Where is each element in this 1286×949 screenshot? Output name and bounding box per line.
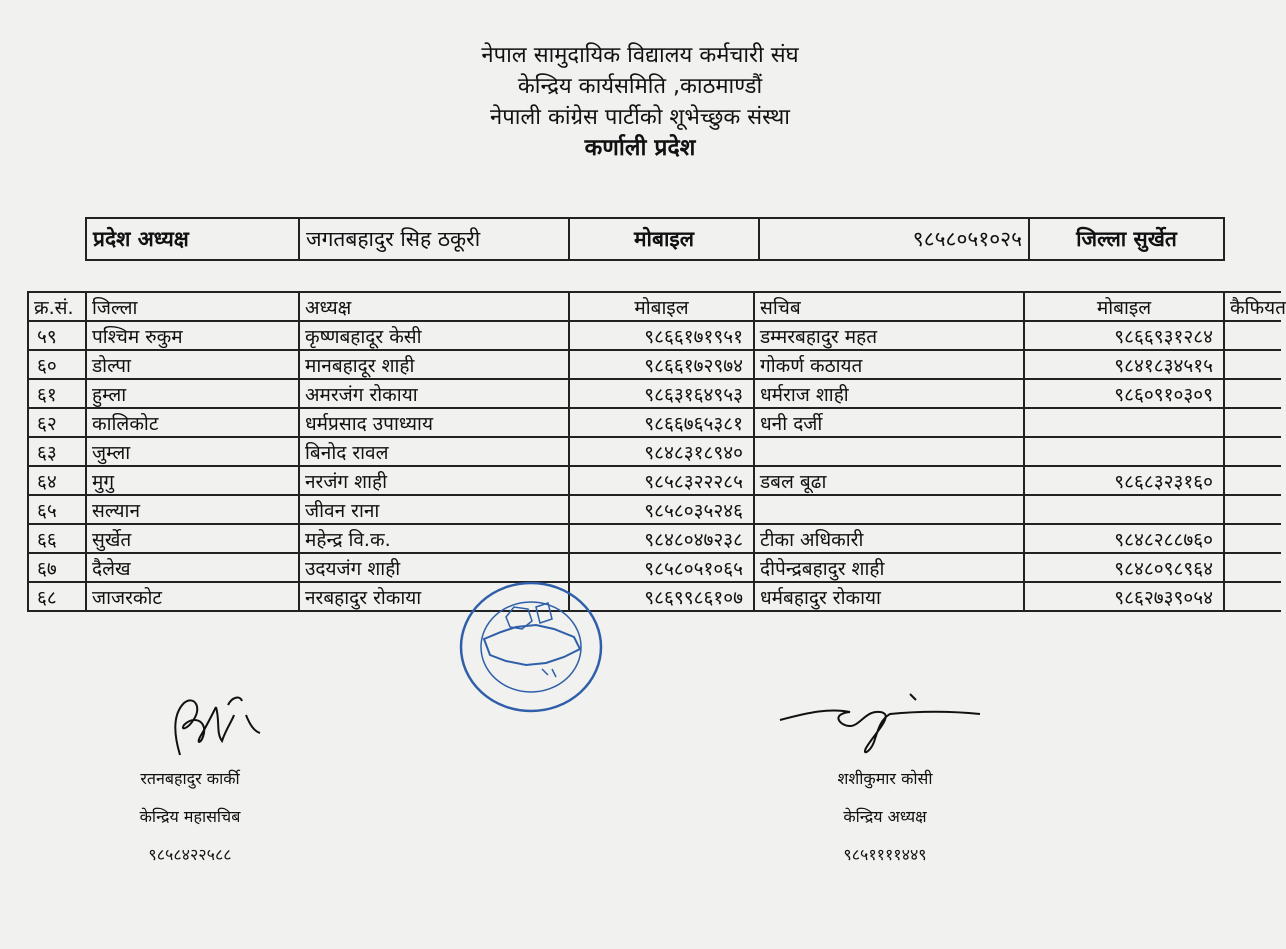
- row-remarks: [1224, 437, 1281, 466]
- row-president: धर्मप्रसाद उपाध्याय: [299, 408, 569, 437]
- row-president-mobile: ९८४८०४७२३८: [569, 524, 754, 553]
- row-district: सल्यान: [86, 495, 299, 524]
- table-row: [28, 408, 1281, 437]
- row-president: महेन्द्र वि.क.: [299, 524, 569, 553]
- president-signature: [770, 690, 990, 770]
- row-secretary: गोकर्ण कठायत: [754, 350, 1024, 379]
- row-secretary-mobile: ९८६०९१०३०९: [1024, 379, 1224, 408]
- table-row: [28, 437, 1281, 466]
- president-name: जगतबहादुर सिह ठकूरी: [300, 219, 570, 259]
- row-secretary: [754, 437, 1024, 466]
- col-header-mobile: मोबाइल: [569, 292, 754, 321]
- row-president-mobile: ९८६६७६५३८१: [569, 408, 754, 437]
- row-secretary-mobile: [1024, 437, 1224, 466]
- central-president-block: [790, 760, 980, 874]
- table-row: [28, 524, 1281, 553]
- row-district: सुर्खेत: [86, 524, 299, 553]
- president-mobile: ९८५८०५१०२५: [760, 219, 1030, 259]
- row-remarks: [1224, 524, 1281, 553]
- row-president-mobile: ९८६३१६४९५३: [569, 379, 754, 408]
- row-secretary-mobile: [1024, 408, 1224, 437]
- row-serial: ६५: [28, 495, 86, 524]
- president-district: जिल्ला सुर्खेत: [1076, 227, 1177, 251]
- row-district: जुम्ला: [86, 437, 299, 466]
- row-president-mobile: ९८६९९८६१०७: [569, 582, 754, 611]
- row-secretary: डबल बूढा: [754, 466, 1024, 495]
- row-secretary: धर्मराज शाही: [754, 379, 1024, 408]
- table-body: [28, 321, 1281, 611]
- row-serial: ६७: [28, 553, 86, 582]
- row-remarks: [1224, 350, 1281, 379]
- row-president: नरजंग शाही: [299, 466, 569, 495]
- table-row: [28, 582, 1281, 611]
- row-secretary: डम्मरबहादुर महत: [754, 321, 1024, 350]
- committee-name: केन्द्रिय कार्यसमिति ,काठमाण्डौं: [517, 74, 763, 99]
- org-name: नेपाल सामुदायिक विद्यालय कर्मचारी संघ: [481, 43, 799, 68]
- row-serial: ६३: [28, 437, 86, 466]
- table-row: [28, 350, 1281, 379]
- row-president: कृष्णबहादूर केसी: [299, 321, 569, 350]
- affiliation-line: नेपाली कांग्रेस पार्टीको शूभेच्छुक संस्था: [489, 105, 791, 130]
- row-district: डोल्पा: [86, 350, 299, 379]
- row-remarks: [1224, 495, 1281, 524]
- row-remarks: [1224, 553, 1281, 582]
- general-secretary-phone: ९८५८४२२५८८: [148, 845, 232, 864]
- row-secretary: दीपेन्द्रबहादुर शाही: [754, 553, 1024, 582]
- col-header-remarks: कैफियत: [1224, 292, 1281, 321]
- general-secretary-block: [100, 760, 280, 874]
- row-serial: ६१: [28, 379, 86, 408]
- row-president-mobile: ९८५८०५१०६५: [569, 553, 754, 582]
- row-serial: ६०: [28, 350, 86, 379]
- row-secretary: धर्मबहादुर रोकाया: [754, 582, 1024, 611]
- row-district: मुगु: [86, 466, 299, 495]
- col-header-secretary: सचिब: [754, 292, 1024, 321]
- row-president: अमरजंग रोकाया: [299, 379, 569, 408]
- row-president-mobile: ९८६६१७२९७४: [569, 350, 754, 379]
- row-president-mobile: ९८५८०३५२४६: [569, 495, 754, 524]
- row-district: हुम्ला: [86, 379, 299, 408]
- table-row: [28, 321, 1281, 350]
- row-secretary-mobile: ९८६८३२३१६०: [1024, 466, 1224, 495]
- province-title: कर्णाली प्रदेश: [584, 135, 696, 161]
- row-president: बिनोद रावल: [299, 437, 569, 466]
- president-label: प्रदेश अध्यक्ष: [87, 219, 300, 259]
- central-president-title: केन्द्रिय अध्यक्ष: [843, 807, 927, 826]
- row-serial: ६८: [28, 582, 86, 611]
- table-header-row: [28, 292, 1281, 321]
- row-remarks: [1224, 379, 1281, 408]
- row-serial: ६४: [28, 466, 86, 495]
- row-remarks: [1224, 321, 1281, 350]
- row-president: नरबहादुर रोकाया: [299, 582, 569, 611]
- central-president-phone: ९८५११११४४९: [843, 845, 927, 864]
- row-secretary: धनी दर्जी: [754, 408, 1024, 437]
- row-secretary: टीका अधिकारी: [754, 524, 1024, 553]
- general-secretary-title: केन्द्रिय महासचिब: [139, 807, 241, 826]
- row-secretary-mobile: ९८४१८३४५१५: [1024, 350, 1224, 379]
- district-officials-table: [27, 291, 1286, 612]
- table-row: [28, 495, 1281, 524]
- row-serial: ५९: [28, 321, 86, 350]
- mobile-label: मोबाइल: [570, 219, 760, 259]
- row-secretary-mobile: [1024, 495, 1224, 524]
- table-row: [28, 553, 1281, 582]
- col-header-district: जिल्ला: [86, 292, 299, 321]
- province-president-box: [85, 217, 1225, 261]
- row-president-mobile: ९८४८३१८९४०: [569, 437, 754, 466]
- row-district: पश्चिम रुकुम: [86, 321, 299, 350]
- table-row: [28, 466, 1281, 495]
- association-seal: [456, 577, 606, 717]
- row-president-mobile: ९८५८३२२२८५: [569, 466, 754, 495]
- row-district: जाजरकोट: [86, 582, 299, 611]
- table-row: [28, 379, 1281, 408]
- row-secretary-mobile: ९८४८०९८९६४: [1024, 553, 1224, 582]
- row-remarks: [1224, 466, 1281, 495]
- letterhead: [0, 40, 1280, 164]
- row-president-mobile: ९८६६१७१९५१: [569, 321, 754, 350]
- row-secretary-mobile: ९८६६९३१२८४: [1024, 321, 1224, 350]
- row-secretary-mobile: ९८६२७३९०५४: [1024, 582, 1224, 611]
- general-secretary-name: रतनबहादुर कार्की: [140, 769, 240, 788]
- row-president: उदयजंग शाही: [299, 553, 569, 582]
- row-president: जीवन राना: [299, 495, 569, 524]
- row-serial: ६६: [28, 524, 86, 553]
- col-header-sn: क्र.सं.: [28, 292, 86, 321]
- row-remarks: [1224, 582, 1281, 611]
- row-serial: ६२: [28, 408, 86, 437]
- row-secretary: [754, 495, 1024, 524]
- row-president: मानबहादूर शाही: [299, 350, 569, 379]
- row-secretary-mobile: ९८४८२८८७६०: [1024, 524, 1224, 553]
- col-header-president: अध्यक्ष: [299, 292, 569, 321]
- central-president-name: शशीकुमार कोसी: [837, 769, 933, 788]
- row-district: दैलेख: [86, 553, 299, 582]
- row-district: कालिकोट: [86, 408, 299, 437]
- col-header-mobile-2: मोबाइल: [1024, 292, 1224, 321]
- general-secretary-signature: [150, 685, 280, 765]
- row-remarks: [1224, 408, 1281, 437]
